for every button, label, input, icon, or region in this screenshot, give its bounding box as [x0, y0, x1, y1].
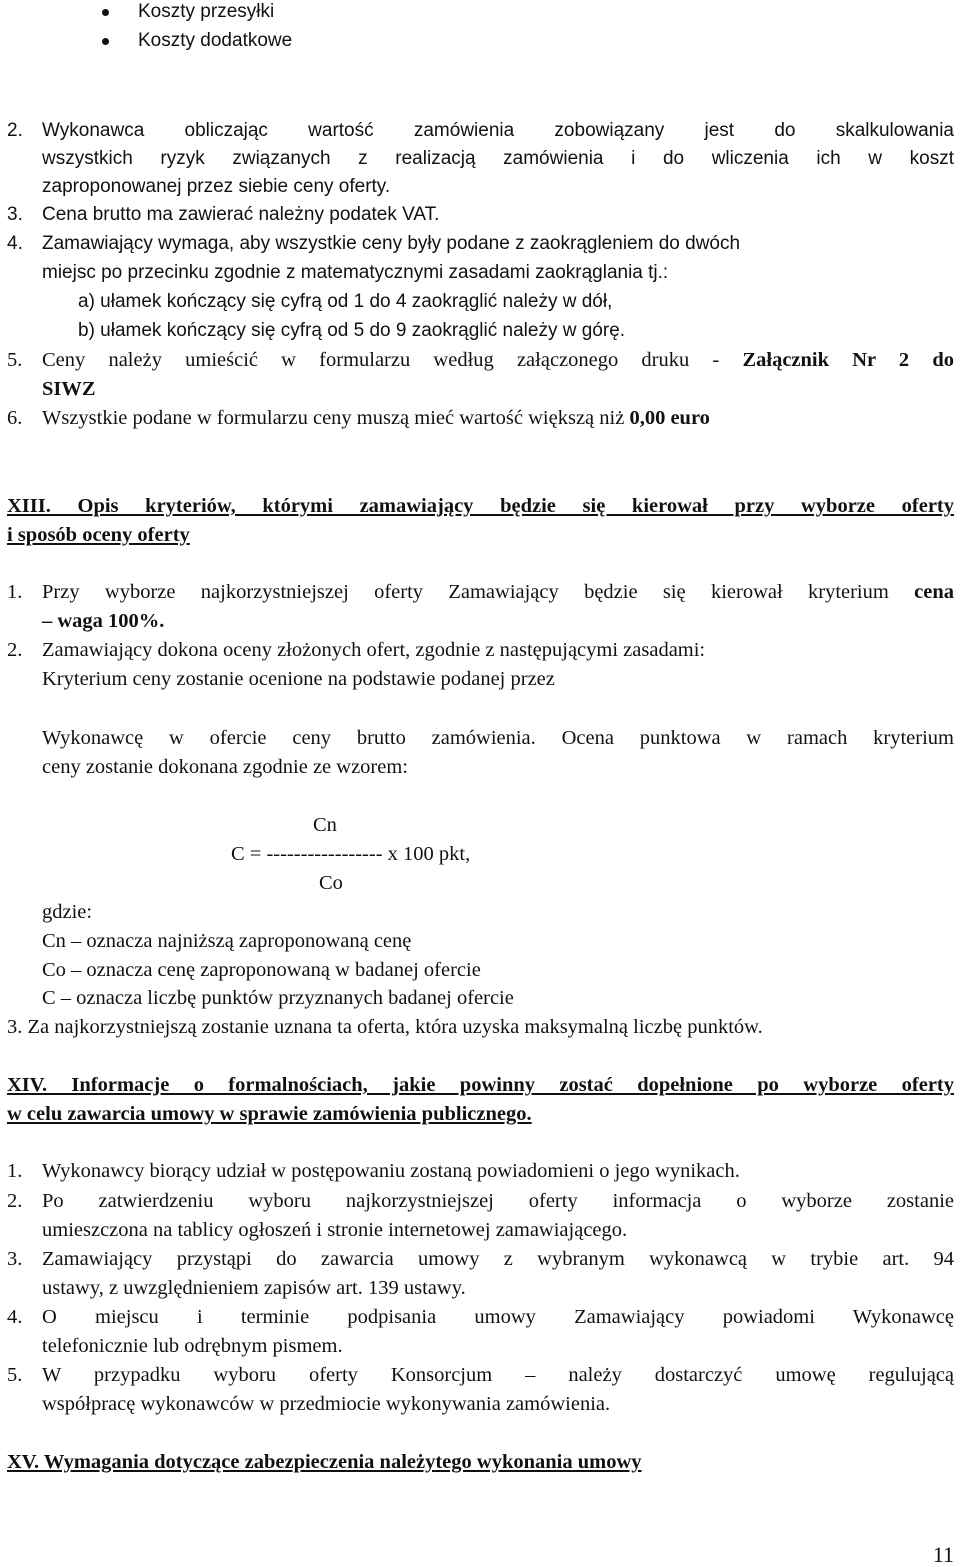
list-number: 2.	[7, 120, 23, 141]
list-number: 1.	[7, 581, 23, 603]
list-number: 4.	[7, 1306, 23, 1328]
sub-item-text: b) ułamek kończący się cyfrą od 5 do 9 zaokrąglić należy w górę.	[78, 320, 626, 341]
list-item-text: Wykonawcę w ofercie ceny brutto zamówienia. Ocena punktowa w ramach kryterium	[42, 727, 954, 749]
list-item-text: ustawy, z uwzględnieniem zapisów art. 139 ustawy.	[42, 1277, 466, 1299]
formula-numerator: Cn	[313, 814, 337, 836]
list-number: 3.	[7, 1248, 23, 1270]
section-heading: w celu zawarcia umowy w sprawie zamówienia publicznego.	[7, 1103, 532, 1125]
list-item-text: Zamawiający dokona oceny złożonych ofert, zgodnie z następującymi zasadami:	[42, 639, 706, 661]
list-item-text: wszystkich ryzyk związanych z realizacją zamówienia i do wliczenia ich w koszt	[42, 148, 954, 169]
list-item-text: Kryterium ceny zostanie ocenione na podstawie podanej przez	[42, 668, 555, 690]
list-item-text: Po zatwierdzeniu wyboru najkorzystniejszej oferty informacja o wyborze zostanie	[42, 1190, 954, 1212]
list-item-text: zaproponowanej przez siebie ceny oferty.	[42, 176, 391, 197]
list-item-text-regular: Przy wyborze najkorzystniejszej oferty Zamawiający będzie się kierował kryterium	[42, 581, 915, 603]
legend-item: Co – oznacza cenę zaproponowaną w badanej ofercie	[42, 959, 481, 981]
criterion-name: cena	[914, 581, 954, 603]
section-heading: XV. Wymagania dotyczące zabezpieczenia należytego wykonania umowy	[7, 1451, 642, 1473]
min-value: 0,00 euro	[629, 407, 710, 429]
list-number: 2.	[7, 1190, 23, 1212]
list-item-text: O miejscu i terminie podpisania umowy Zamawiający powiadomi Wykonawcę	[42, 1306, 954, 1328]
section-heading: XIV. Informacje o formalnościach, jakie powinny zostać dopełnione po wyborze oferty	[7, 1074, 954, 1096]
criterion-weight: – waga 100%.	[42, 610, 165, 632]
list-item-text: umieszczona na tablicy ogłoszeń i stronie internetowej zamawiającego.	[42, 1219, 628, 1241]
section-heading: i sposób oceny oferty	[7, 524, 190, 546]
list-item-text	[42, 348, 954, 372]
list-item-text: Wykonawcy biorący udział w postępowaniu zostaną powiadomieni o jego wynikach.	[42, 1160, 740, 1182]
list-item-text: współpracę wykonawców w przedmiocie wykonywania zamówienia.	[42, 1393, 611, 1415]
bullet-item: Koszty dodatkowe	[138, 30, 293, 51]
list-item-text: W przypadku wyboru oferty Konsorcjum – należy dostarczyć umowę regulującą	[42, 1364, 954, 1386]
attachment-ref: SIWZ	[42, 378, 96, 400]
page-number: 11	[932, 1542, 954, 1567]
sub-item-text: a) ułamek kończący się cyfrą od 1 do 4 zaokrąglić należy w dół,	[78, 291, 613, 312]
legend-item: C – oznacza liczbę punktów przyznanych badanej ofercie	[42, 987, 514, 1009]
list-number: 3.	[7, 204, 23, 225]
attachment-ref: Załącznik Nr 2 do	[742, 349, 955, 371]
list-item-text: Wykonawca obliczając wartość zamówienia zobowiązany jest do skalkulowania	[42, 120, 954, 141]
list-number: 1.	[7, 1160, 23, 1182]
list-item-text	[42, 406, 710, 430]
list-item-text: 3. Za najkorzystniejszą zostanie uznana ta oferta, która uzyska maksymalną liczbę punktów.	[7, 1016, 763, 1038]
formula: C = ----------------- x 100 pkt,	[231, 843, 471, 865]
list-item-text-regular: Wszystkie podane w formularzu ceny muszą mieć wartość większą niż	[42, 407, 630, 429]
legend-item: Cn – oznacza najniższą zaproponowaną cenę	[42, 930, 412, 952]
list-number: 5.	[7, 1364, 23, 1386]
list-item-text: Cena brutto ma zawierać należny podatek VAT.	[42, 204, 440, 225]
section-heading: XIII. Opis kryteriów, którymi zamawiający będzie się kierował przy wyborze oferty	[7, 495, 954, 517]
list-item-text: ceny zostanie dokonana zgodnie ze wzorem:	[42, 756, 408, 778]
list-number: 2.	[7, 639, 23, 661]
list-number: 6.	[7, 407, 23, 429]
bullet-dot	[102, 9, 109, 16]
bullet-dot	[102, 38, 109, 45]
list-item-text: Zamawiający przystąpi do zawarcia umowy z wybranym wykonawcą w trybie art. 94	[42, 1248, 954, 1270]
legend-intro: gdzie:	[42, 901, 93, 923]
list-number: 4.	[7, 233, 23, 254]
list-item-text-regular: Ceny należy umieścić w formularzu według załączonego druku -	[42, 349, 743, 371]
list-item-text	[42, 580, 954, 604]
bullet-item: Koszty przesyłki	[138, 1, 275, 22]
list-item-text: Zamawiający wymaga, aby wszystkie ceny były podane z zaokrągleniem do dwóch	[42, 233, 741, 254]
formula-denominator: Co	[319, 872, 343, 894]
list-number: 5.	[7, 349, 23, 371]
list-item-text: miejsc po przecinku zgodnie z matematycznymi zasadami zaokrąglania tj.:	[42, 262, 669, 283]
list-item-text: telefonicznie lub odrębnym pismem.	[42, 1335, 343, 1357]
